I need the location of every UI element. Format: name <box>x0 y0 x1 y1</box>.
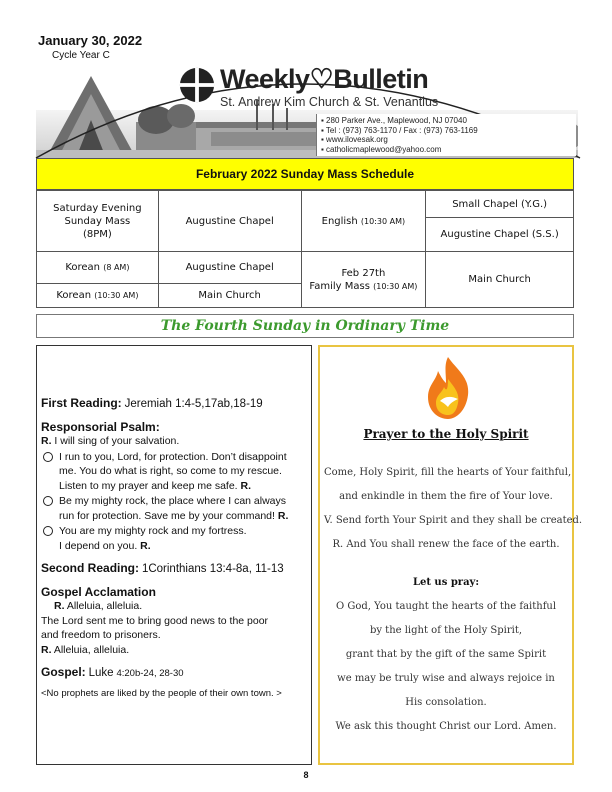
response-r: R. <box>240 479 252 492</box>
acclamation-text: and freedom to prisoners. <box>41 629 161 641</box>
circle-bullet-icon <box>43 526 53 536</box>
psalm-label: Responsorial Psalm: <box>41 419 160 434</box>
second-reading-label: Second Reading: <box>41 561 140 575</box>
prayer-line: by the light of the Holy Spirit, <box>369 625 523 636</box>
prayer-text <box>324 461 583 739</box>
mass-schedule-table <box>36 190 574 308</box>
schedule-cell: Main Church <box>158 284 301 308</box>
psalm-verse <box>41 524 305 553</box>
acclamation-line: Alleluia, alleluia. <box>66 600 143 612</box>
circle-bullet-icon <box>43 496 53 506</box>
cell-line: Sunday Mass <box>64 215 131 227</box>
bulletin-date: January 30, 2022 <box>38 33 143 48</box>
psalm-verse <box>41 494 305 523</box>
cell-line: Korean <box>56 290 92 301</box>
second-reading-ref: 1Corinthians 13:4-8a, 11-13 <box>141 563 284 575</box>
gospel-acclamation-label: Gospel Acclamation <box>41 584 156 599</box>
gospel-book: Luke <box>88 667 114 679</box>
schedule-cell <box>37 191 159 252</box>
church-names: St. Andrew Kim Church & St. Venantius <box>220 95 439 109</box>
schedule-cell <box>301 252 426 308</box>
holy-spirit-flame-dove-icon <box>420 355 476 421</box>
prayer-title: Prayer to the Holy Spirit <box>363 427 529 441</box>
schedule-cell: Small Chapel (Y.G.) <box>426 191 574 218</box>
schedule-cell: Augustine Chapel <box>158 252 301 284</box>
schedule-title: February 2022 Sunday Mass Schedule <box>36 158 574 190</box>
contact-email: ▪ catholicmaplewood@yahoo.com <box>321 144 442 154</box>
lets-pray-heading: Let us pray: <box>412 577 480 588</box>
prayer-line: we may be truly wise and always rejoice in <box>337 673 555 684</box>
cell-line: Korean <box>65 262 101 273</box>
verse-line: Be my mighty rock, the place where I can always <box>59 495 287 507</box>
page-number: 8 <box>303 770 309 780</box>
cell-line: (8PM) <box>82 228 112 240</box>
cell-time: (10:30 AM) <box>360 216 406 226</box>
verse-line: Listen to my prayer and keep me safe. <box>59 479 238 492</box>
gospel-label: Gospel: <box>41 665 86 679</box>
prayer-line: Come, Holy Spirit, fill the hearts of Your faithful, <box>324 467 572 478</box>
prayer-line: V. Send forth Your Spirit and they shall be created. <box>324 515 583 526</box>
schedule-cell <box>301 191 426 252</box>
cell-time: (10:30 AM) <box>373 281 418 291</box>
prayer-line: We ask this thought Christ our Lord. Amen. <box>335 721 557 732</box>
first-reading-ref: Jeremiah 1:4-5,17ab,18-19 <box>124 398 263 410</box>
circle-bullet-icon <box>43 452 53 462</box>
verse-line: me. You do what is right, so come to my rescue. <box>59 465 282 477</box>
first-reading-label: First Reading: <box>41 396 122 410</box>
gospel-note: <No prophets are liked by the people of their own town. > <box>41 687 282 699</box>
contact-info <box>316 114 576 156</box>
prayer-box <box>318 345 583 765</box>
cell-time: (8 AM) <box>103 263 130 272</box>
acclamation-line: Alleluia, alleluia. <box>53 643 130 656</box>
bulletin-logo <box>178 64 478 114</box>
response-r: R. <box>54 600 65 612</box>
schedule-cell: Main Church <box>426 252 574 308</box>
schedule-cell <box>37 284 159 308</box>
schedule-cell: Augustine Chapel (S.S.) <box>426 218 574 252</box>
gospel-ref: 4:20b-24, 28-30 <box>116 668 184 679</box>
cell-line: Family Mass <box>309 280 370 292</box>
bulletin-title: Weekly♡Bulletin <box>220 64 429 94</box>
readings-box <box>36 345 312 765</box>
contact-address: ▪ 280 Parker Ave., Maplewood, NJ 07040 <box>321 116 467 125</box>
bulletin-globe-icon <box>178 66 216 104</box>
response-r: R. <box>41 643 52 656</box>
verse-line: You are my mighty rock and my fortress. <box>59 525 247 537</box>
response-r: R. <box>41 435 52 447</box>
schedule-cell <box>37 252 159 284</box>
response-r: R. <box>140 539 151 552</box>
cell-line: Saturday Evening <box>53 202 142 214</box>
verse-line: I depend on you. <box>59 539 138 552</box>
contact-website: ▪ www.ilovesak.org <box>321 135 388 145</box>
prayer-line: His consolation. <box>405 697 487 708</box>
cell-line: English <box>321 215 358 227</box>
prayer-line: and enkindle in them the fire of Your love. <box>339 491 553 502</box>
cell-line: Feb 27th <box>341 267 386 279</box>
acclamation-text: The Lord sent me to bring good news to the poor <box>41 614 269 627</box>
cell-time: (10:30 AM) <box>94 291 139 300</box>
contact-phone: ▪ Tel : (973) 763-1170 / Fax : (973) 763-1169 <box>321 125 478 135</box>
schedule-cell: Augustine Chapel <box>158 191 301 252</box>
prayer-line: R. And You shall renew the face of the earth. <box>332 539 560 550</box>
psalm-verse <box>41 450 305 494</box>
verse-line: I run to you, Lord, for protection. Don’t disappoint <box>59 450 287 463</box>
psalm-response: I will sing of your salvation. <box>54 435 180 447</box>
sunday-title: The Fourth Sunday in Ordinary Time <box>36 314 574 338</box>
response-r: R. <box>277 509 289 522</box>
prayer-line: grant that by the gift of the same Spirit <box>345 649 547 660</box>
prayer-line: O God, You taught the hearts of the faithful <box>335 601 557 612</box>
verse-line: run for protection. Save me by your command! <box>59 509 275 522</box>
cycle-year: Cycle Year C <box>52 50 110 61</box>
